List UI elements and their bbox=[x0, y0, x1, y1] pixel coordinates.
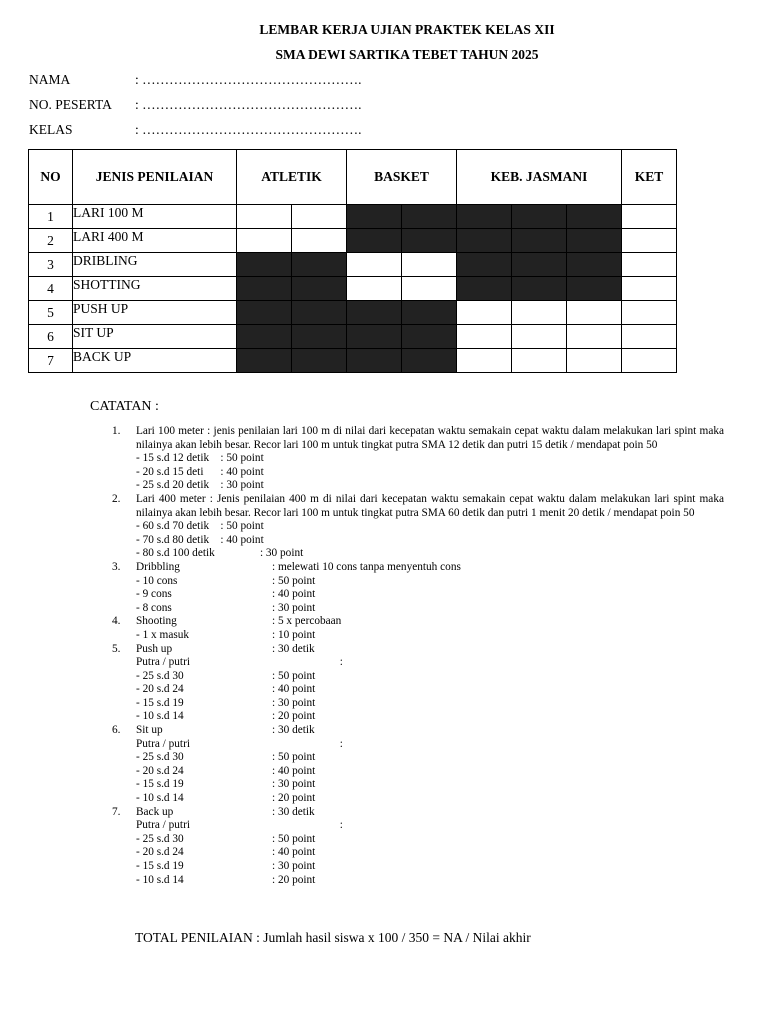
score-cell-blocked bbox=[237, 325, 292, 349]
score-cell-blocked bbox=[292, 349, 347, 373]
field-label: NO. PESERTA bbox=[29, 97, 112, 112]
score-cell-jasmani[interactable] bbox=[457, 349, 512, 373]
table-row bbox=[29, 277, 677, 301]
row-jenis-penilaian: LARI 400 M bbox=[73, 229, 237, 253]
point-value: : 50 point bbox=[272, 669, 316, 682]
point-value: : 30 point bbox=[272, 601, 316, 614]
point-value: : 30 point bbox=[272, 778, 316, 791]
point-value: : 40 point bbox=[272, 588, 316, 601]
score-cell-basket[interactable] bbox=[347, 277, 402, 301]
score-cell-blocked bbox=[402, 325, 457, 349]
header-basket: BASKET bbox=[347, 150, 457, 205]
header-jenis-penilaian: JENIS PENILAIAN bbox=[73, 150, 237, 205]
score-cell-jasmani[interactable] bbox=[457, 325, 512, 349]
point-range: Putra / putri bbox=[136, 656, 190, 669]
point-range: - 10 s.d 14 bbox=[136, 792, 184, 805]
point-line: - 60 s.d 70 detik : 50 point bbox=[136, 520, 264, 533]
catatan-item bbox=[112, 493, 724, 561]
table-row bbox=[29, 229, 677, 253]
item-description: Lari 400 meter : Jenis penilaian 400 m di nilai dari kecepatan waktu semakain cepat waktu dalam melakukan lari spint maka nilainya akan lebih besar. Recor lari 100 m untuk tingkat putra SMA 60 detik dan putri 1 menit 20 detik / mendapat poin 50 bbox=[136, 492, 724, 519]
score-cell-blocked bbox=[567, 253, 622, 277]
point-line bbox=[136, 656, 724, 670]
point-line bbox=[136, 629, 724, 643]
item-heading bbox=[136, 615, 724, 629]
header-ket: KET bbox=[622, 150, 677, 205]
score-cell-jasmani[interactable] bbox=[512, 349, 567, 373]
item-name: Dribbling bbox=[136, 560, 180, 573]
item-number: 4. bbox=[112, 615, 121, 628]
point-range: - 25 s.d 30 bbox=[136, 751, 184, 764]
point-line bbox=[136, 874, 724, 888]
point-line: - 80 s.d 100 detik : 30 point bbox=[136, 547, 304, 560]
item-description: Lari 100 meter : jenis penilaian lari 100 m di nilai dari kecepatan waktu semakain cepat waktu dalam melakukan lari spint maka nilainya akan lebih besar. Recor lari 100 m untuk tingkat putra SMA 12 detik dan putri 15 detik / mendapat poin 50 bbox=[136, 425, 724, 451]
point-value: : 10 point bbox=[272, 628, 316, 641]
item-rule: : melewati 10 cons tanpa menyentuh cons bbox=[272, 560, 461, 573]
score-cell-blocked bbox=[347, 205, 402, 229]
point-value: : 40 point bbox=[272, 764, 316, 777]
score-cell-basket[interactable] bbox=[402, 277, 457, 301]
point-line bbox=[136, 697, 724, 711]
document-subtitle: SMA DEWI SARTIKA TEBET TAHUN 2025 bbox=[275, 47, 539, 62]
score-cell-blocked bbox=[237, 253, 292, 277]
row-jenis-penilaian: LARI 100 M bbox=[73, 205, 237, 229]
score-cell-blocked bbox=[567, 229, 622, 253]
item-number: 3. bbox=[112, 560, 121, 573]
point-value: : 40 point bbox=[272, 683, 316, 696]
point-line bbox=[136, 602, 724, 616]
score-cell-ket[interactable] bbox=[622, 205, 677, 229]
point-range: - 15 s.d 19 bbox=[136, 778, 184, 791]
point-value: : 20 point bbox=[272, 710, 316, 723]
score-cell-atletik[interactable] bbox=[237, 205, 292, 229]
score-cell-jasmani[interactable] bbox=[567, 349, 622, 373]
catatan-item bbox=[112, 615, 724, 642]
point-line bbox=[136, 738, 724, 752]
point-range: Putra / putri bbox=[136, 737, 190, 750]
score-cell-blocked bbox=[292, 325, 347, 349]
point-value: : 40 point bbox=[272, 846, 316, 859]
score-cell-basket[interactable] bbox=[347, 253, 402, 277]
table-row bbox=[29, 205, 677, 229]
row-number: 3 bbox=[29, 253, 73, 277]
point-range: Putra / putri bbox=[136, 819, 190, 832]
point-line bbox=[136, 860, 724, 874]
point-line bbox=[136, 670, 724, 684]
point-line: - 25 s.d 20 detik : 30 point bbox=[136, 479, 264, 492]
item-heading bbox=[136, 724, 724, 738]
row-number: 4 bbox=[29, 277, 73, 301]
score-cell-blocked bbox=[512, 229, 567, 253]
catatan-heading: CATATAN : bbox=[90, 399, 159, 414]
catatan-list bbox=[112, 425, 724, 887]
item-name: Push up bbox=[136, 642, 173, 655]
point-range: - 20 s.d 24 bbox=[136, 683, 184, 696]
point-value: : 20 point bbox=[272, 873, 316, 886]
item-rule: : 30 detik bbox=[272, 724, 315, 737]
score-cell-blocked bbox=[512, 253, 567, 277]
point-value: : bbox=[272, 819, 343, 832]
score-cell-blocked bbox=[347, 229, 402, 253]
score-cell-blocked bbox=[457, 205, 512, 229]
catatan-item bbox=[112, 643, 724, 725]
score-cell-blocked bbox=[347, 301, 402, 325]
point-line bbox=[136, 710, 724, 724]
item-number: 6. bbox=[112, 724, 121, 737]
header-atletik: ATLETIK bbox=[237, 150, 347, 205]
point-range: - 15 s.d 19 bbox=[136, 696, 184, 709]
score-cell-blocked bbox=[292, 301, 347, 325]
score-cell-jasmani[interactable] bbox=[512, 325, 567, 349]
point-value: : 20 point bbox=[272, 792, 316, 805]
item-rule: : 30 detik bbox=[272, 805, 315, 818]
point-line bbox=[136, 575, 724, 589]
field-value: : …………………………………………. bbox=[135, 122, 362, 137]
catatan-item bbox=[112, 724, 724, 806]
item-name: Sit up bbox=[136, 724, 163, 737]
score-cell-blocked bbox=[237, 301, 292, 325]
score-cell-ket[interactable] bbox=[622, 325, 677, 349]
row-number: 5 bbox=[29, 301, 73, 325]
score-cell-blocked bbox=[237, 349, 292, 373]
score-cell-jasmani[interactable] bbox=[457, 301, 512, 325]
table-row bbox=[29, 349, 677, 373]
score-cell-blocked bbox=[402, 205, 457, 229]
point-value: : bbox=[272, 737, 343, 750]
score-cell-jasmani[interactable] bbox=[512, 301, 567, 325]
item-heading bbox=[136, 806, 724, 820]
row-number: 7 bbox=[29, 349, 73, 373]
item-number: 7. bbox=[112, 805, 121, 818]
field-value: : …………………………………………. bbox=[135, 72, 362, 87]
score-cell-blocked bbox=[567, 205, 622, 229]
score-cell-ket[interactable] bbox=[622, 301, 677, 325]
point-value: : 50 point bbox=[272, 574, 316, 587]
score-cell-blocked bbox=[402, 301, 457, 325]
score-cell-blocked bbox=[402, 229, 457, 253]
point-line: - 20 s.d 15 deti : 40 point bbox=[136, 465, 264, 478]
point-line bbox=[136, 765, 724, 779]
score-cell-atletik[interactable] bbox=[292, 229, 347, 253]
total-penilaian: TOTAL PENILAIAN : Jumlah hasil siswa x 100 / 350 = NA / Nilai akhir bbox=[135, 930, 531, 945]
score-cell-blocked bbox=[402, 349, 457, 373]
field-value: : …………………………………………. bbox=[135, 97, 362, 112]
item-rule: : 5 x percobaan bbox=[272, 615, 342, 628]
table-row bbox=[29, 253, 677, 277]
catatan-item bbox=[112, 561, 724, 615]
score-cell-blocked bbox=[457, 229, 512, 253]
field-label: KELAS bbox=[29, 122, 73, 137]
score-cell-ket[interactable] bbox=[622, 229, 677, 253]
point-line bbox=[136, 778, 724, 792]
point-line bbox=[136, 819, 724, 833]
header-keb-jasmani: KEB. JASMANI bbox=[457, 150, 622, 205]
point-value: : 30 point bbox=[272, 696, 316, 709]
point-line bbox=[136, 846, 724, 860]
score-cell-blocked bbox=[567, 277, 622, 301]
point-range: - 9 cons bbox=[136, 588, 172, 601]
score-cell-blocked bbox=[292, 277, 347, 301]
score-cell-blocked bbox=[512, 205, 567, 229]
item-rule: : 30 detik bbox=[272, 642, 315, 655]
score-cell-jasmani[interactable] bbox=[567, 325, 622, 349]
row-jenis-penilaian: SHOTTING bbox=[73, 277, 237, 301]
catatan-item bbox=[112, 425, 724, 493]
point-range: - 25 s.d 30 bbox=[136, 832, 184, 845]
score-cell-blocked bbox=[457, 253, 512, 277]
row-number: 1 bbox=[29, 205, 73, 229]
point-value: : 50 point bbox=[272, 751, 316, 764]
catatan-item bbox=[112, 806, 724, 888]
point-range: - 20 s.d 24 bbox=[136, 846, 184, 859]
point-value: : bbox=[272, 656, 343, 669]
item-heading bbox=[136, 643, 724, 657]
item-number: 1. bbox=[112, 425, 121, 437]
row-number: 2 bbox=[29, 229, 73, 253]
assessment-table bbox=[28, 149, 677, 373]
score-cell-blocked bbox=[347, 325, 402, 349]
score-cell-ket[interactable] bbox=[622, 277, 677, 301]
point-range: - 10 s.d 14 bbox=[136, 873, 184, 886]
score-cell-blocked bbox=[512, 277, 567, 301]
score-cell-jasmani[interactable] bbox=[567, 301, 622, 325]
item-heading bbox=[136, 561, 724, 575]
point-range: - 20 s.d 24 bbox=[136, 764, 184, 777]
field-label: NAMA bbox=[29, 72, 71, 87]
item-number: 2. bbox=[112, 492, 121, 505]
point-range: - 8 cons bbox=[136, 601, 172, 614]
point-range: - 25 s.d 30 bbox=[136, 669, 184, 682]
point-range: - 10 cons bbox=[136, 574, 178, 587]
table-header-row bbox=[29, 150, 677, 205]
header-no: NO bbox=[29, 150, 73, 205]
score-cell-ket[interactable] bbox=[622, 349, 677, 373]
score-cell-atletik[interactable] bbox=[292, 205, 347, 229]
score-cell-blocked bbox=[347, 349, 402, 373]
point-range: - 10 s.d 14 bbox=[136, 710, 184, 723]
row-jenis-penilaian: BACK UP bbox=[73, 349, 237, 373]
score-cell-ket[interactable] bbox=[622, 253, 677, 277]
point-line bbox=[136, 833, 724, 847]
row-number: 6 bbox=[29, 325, 73, 349]
point-value: : 30 point bbox=[272, 860, 316, 872]
table-row bbox=[29, 325, 677, 349]
item-number: 5. bbox=[112, 642, 121, 655]
point-line bbox=[136, 683, 724, 697]
point-line: - 15 s.d 12 detik : 50 point bbox=[136, 452, 264, 465]
score-cell-atletik[interactable] bbox=[237, 229, 292, 253]
row-jenis-penilaian: SIT UP bbox=[73, 325, 237, 349]
row-jenis-penilaian: PUSH UP bbox=[73, 301, 237, 325]
point-line bbox=[136, 751, 724, 765]
score-cell-basket[interactable] bbox=[402, 253, 457, 277]
point-line bbox=[136, 588, 724, 602]
item-name: Shooting bbox=[136, 615, 177, 628]
score-cell-blocked bbox=[457, 277, 512, 301]
score-cell-blocked bbox=[292, 253, 347, 277]
point-line: - 70 s.d 80 detik : 40 point bbox=[136, 533, 264, 546]
item-name: Back up bbox=[136, 805, 174, 818]
row-jenis-penilaian: DRIBLING bbox=[73, 253, 237, 277]
score-cell-blocked bbox=[237, 277, 292, 301]
point-value: : 50 point bbox=[272, 832, 316, 845]
document-title: LEMBAR KERJA UJIAN PRAKTEK KELAS XII bbox=[259, 22, 555, 37]
point-range: - 15 s.d 19 bbox=[136, 860, 184, 872]
point-line bbox=[136, 792, 724, 806]
point-range: - 1 x masuk bbox=[136, 628, 190, 641]
table-row bbox=[29, 301, 677, 325]
